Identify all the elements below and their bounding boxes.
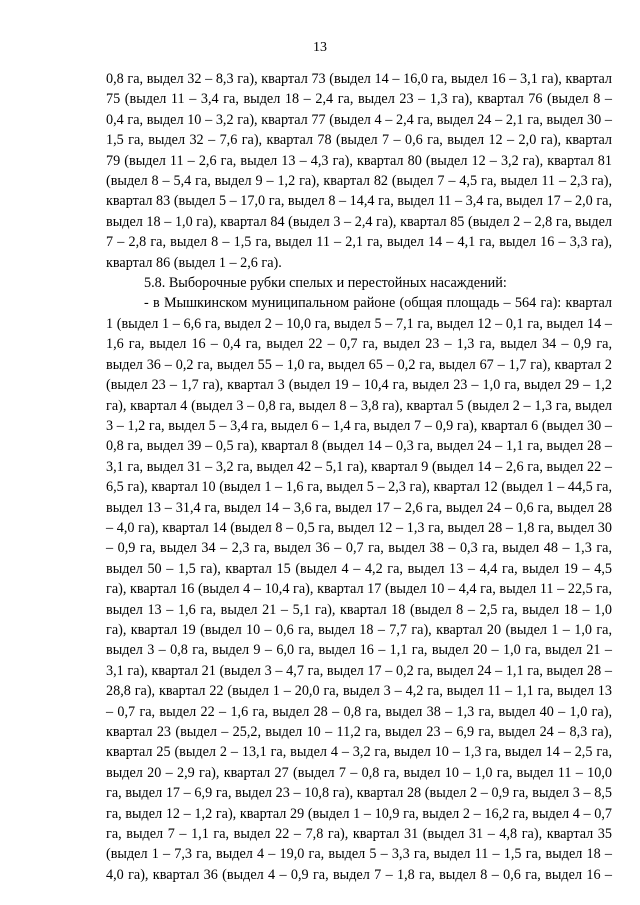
page-body <box>106 69 612 885</box>
paragraph-myshkin-district: - в Мышкинском муниципальном районе (общая площадь – 564 га): квартал 1 (выдел 1 – 6,6 га, выдел 2 – 10,0 га, выдел 5 – 7,1 га, выдел 12 – 0,1 га, выдел 14 – 1,6 га, выдел 16 – 0,4 га, выдел 22 – 0,7 га, выдел 23 – 1,3 га, выдел 34 – 0,9 га, выдел 36 – 0,2 га, выдел 55 – 1,0 га, выдел 65 – 0,2 га, выдел 67 – 1,7 га), квартал 2 (выдел 23 – 1,7 га), квартал 3 (выдел 19 – 10,4 га, выдел 23 – 1,0 га, выдел 29 – 1,2 га), квартал 4 (выдел 3 – 0,8 га, выдел 8 – 3,8 га), квартал 5 (выдел 2 – 1,3 га, выдел 3 – 1,2 га, выдел 5 – 3,4 га, выдел 6 – 1,4 га, выдел 7 – 0,9 га), квартал 6 (выдел 30 – 0,8 га, выдел 39 – 0,5 га), квартал 8 (выдел 14 – 0,3 га, выдел 24 – 1,1 га, выдел 28 – 3,1 га, выдел 31 – 3,2 га, выдел 42 – 5,1 га), квартал 9 (выдел 14 – 2,6 га, выдел 22 – 6,5 га), квартал 10 (выдел 1 – 1,6 га, выдел 5 – 2,3 га), квартал 12 (выдел 1 – 44,5 га, выдел 13 – 31,4 га, выдел 14 – 3,6 га, выдел 17 – 2,6 га, выдел 24 – 0,6 га, выдел 28 – 4,0 га), квартал 14 (выдел 8 – 0,5 га, выдел 12 – 1,3 га, выдел 28 – 1,8 га, выдел 30 – 0,9 га, выдел 34 – 2,3 га, выдел 36 – 0,7 га, выдел 38 – 0,3 га, выдел 48 – 1,3 га, выдел 50 – 1,5 га), квартал 15 (выдел 4 – 4,2 га, выдел 13 – 4,4 га, выдел 19 – 4,5 га), квартал 16 (выдел 4 – 10,4 га), квартал 17 (выдел 10 – 4,4 га, выдел 11 – 22,5 га, выдел 13 – 1,6 га, выдел 21 – 5,1 га), квартал 18 (выдел 8 – 2,5 га, выдел 18 – 1,0 га), квартал 19 (выдел 10 – 0,6 га, выдел 18 – 7,7 га), квартал 20 (выдел 1 – 1,0 га, выдел 3 – 0,8 га, выдел 9 – 6,0 га, выдел 16 – 1,1 га, выдел 20 – 1,0 га, выдел 21 – 3,1 га), квартал 21 (выдел 3 – 4,7 га, выдел 17 – 0,2 га, выдел 24 – 1,1 га, выдел 28 – 28,8 га), квартал 22 (выдел 1 – 20,0 га, выдел 3 – 4,2 га, выдел 11 – 1,1 га, выдел 13 – 0,7 га, выдел 22 – 1,6 га, выдел 28 – 0,8 га, выдел 38 – 1,3 га, выдел 40 – 1,0 га), квартал 23 (выдел – 25,2, выдел 10 – 11,2 га, выдел 23 – 6,9 га, выдел 24 – 8,3 га), квартал 25 (выдел 2 – 13,1 га, выдел 4 – 3,2 га, выдел 10 – 1,3 га, выдел 14 – 2,5 га, выдел 20 – 2,9 га), квартал 27 (выдел 7 – 0,8 га, выдел 10 – 1,0 га, выдел 11 – 10,0 га, выдел 17 – 6,9 га, выдел 23 – 10,8 га), квартал 28 (выдел 2 – 0,9 га, выдел 3 – 8,5 га, выдел 12 – 1,2 га), квартал 29 (выдел 1 – 10,9 га, выдел 2 – 16,2 га, выдел 4 – 0,7 га, выдел 7 – 1,1 га, выдел 22 – 7,8 га), квартал 31 (выдел 31 – 4,8 га), квартал 35 (выдел 1 – 7,3 га, выдел 4 – 19,0 га, выдел 5 – 3,3 га, выдел 11 – 1,5 га, выдел 18 – 4,0 га), квартал 36 (выдел 4 – 0,9 га, выдел 7 – 1,8 га, выдел 8 – 0,6 га, выдел 16 – <box>106 295 612 883</box>
section-heading-5-8: 5.8. Выборочные рубки спелых и перестойных насаждений: <box>144 275 507 292</box>
page-number: 13 <box>313 40 327 55</box>
paragraph-continued-list: 0,8 га, выдел 32 – 8,3 га), квартал 73 (выдел 14 – 16,0 га, выдел 16 – 3,1 га), квартал 75 (выдел 11 – 3,4 га, выдел 18 – 2,4 га, выдел 23 – 1,3 га), квартал 76 (выдел 8 – 0,4 га, выдел 10 – 3,2 га), квартал 77 (выдел 4 – 2,4 га, выдел 24 – 2,1 га, выдел 30 – 1,5 га, выдел 32 – 7,6 га), квартал 78 (выдел 7 – 0,6 га, выдел 12 – 2,0 га), квартал 79 (выдел 11 – 2,6 га, выдел 13 – 4,3 га), квартал 80 (выдел 12 – 3,2 га), квартал 81 (выдел 8 – 5,4 га, выдел 9 – 1,2 га), квартал 82 (выдел 7 – 4,5 га, выдел 11 – 2,3 га), квартал 83 (выдел 5 – 17,0 га, выдел 8 – 14,4 га, выдел 11 – 3,4 га, выдел 17 – 2,0 га, выдел 18 – 1,0 га), квартал 84 (выдел 3 – 2,4 га), квартал 85 (выдел 2 – 2,8 га, выдел 7 – 2,8 га, выдел 8 – 1,5 га, выдел 11 – 2,1 га, выдел 14 – 4,1 га, выдел 16 – 3,3 га), квартал 86 (выдел 1 – 2,6 га). <box>106 71 612 271</box>
